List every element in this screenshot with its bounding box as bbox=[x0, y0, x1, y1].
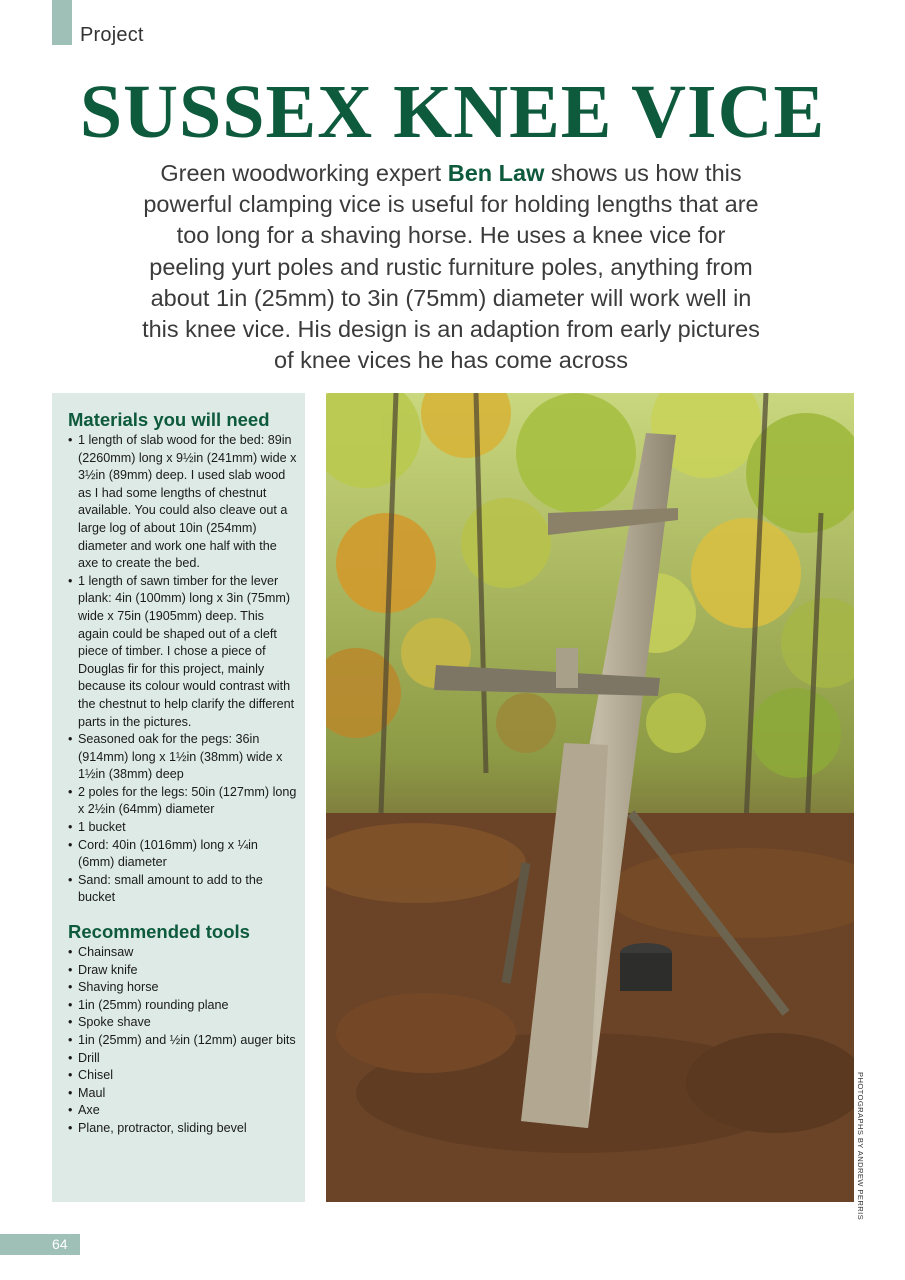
materials-heading: Materials you will need bbox=[68, 409, 270, 430]
materials-item: • Cord: 40in (1016mm) long x ¼in (6mm) diameter bbox=[68, 837, 297, 872]
author-name: Ben Law bbox=[447, 160, 545, 186]
materials-sidebar bbox=[52, 393, 305, 1202]
tools-item: • Draw knife bbox=[68, 962, 297, 980]
tools-item: • Spoke shave bbox=[68, 1014, 297, 1032]
page-number-tab bbox=[0, 1234, 80, 1255]
photo-credit bbox=[853, 1072, 867, 1221]
materials-list bbox=[68, 432, 297, 907]
tools-item: • Maul bbox=[68, 1085, 297, 1103]
materials-item: • 1 bucket bbox=[68, 819, 297, 837]
standfirst bbox=[140, 158, 762, 376]
article-title: SUSSEX KNEE VICE bbox=[79, 70, 826, 154]
woodland-scene bbox=[326, 393, 854, 1202]
tools-item: • 1in (25mm) and ½in (12mm) auger bits bbox=[68, 1032, 297, 1050]
materials-item: • 2 poles for the legs: 50in (127mm) long x 2½in (64mm) diameter bbox=[68, 784, 297, 819]
photo-credit-text: PHOTOGRAPHS BY ANDREW PERRIS bbox=[856, 1072, 865, 1221]
tools-heading: Recommended tools bbox=[68, 921, 250, 943]
standfirst-body: shows us how this powerful clamping vice is useful for holding lengths that are too long for a shaving horse. He uses a knee vice for peeling yurt poles and rustic furniture poles, anything from about 1in (25mm) to 3in (75mm) diameter will work well in this knee vice. His design is an adaption from early pictures of knee vices he has come across bbox=[142, 160, 760, 374]
section-marker-bar bbox=[52, 0, 72, 45]
standfirst-lead: Green woodworking expert bbox=[160, 160, 448, 186]
tools-item: • 1in (25mm) rounding plane bbox=[68, 997, 297, 1015]
tools-item: • Chainsaw bbox=[68, 944, 297, 962]
materials-item: • Sand: small amount to add to the bucket bbox=[68, 872, 297, 907]
knee-vice-photo bbox=[326, 393, 854, 1202]
materials-item: • 1 length of slab wood for the bed: 89in (2260mm) long x 9½in (241mm) wide x 3½in (89mm) deep. I used slab wood as I had some lengths of chestnut available. You could also cleave out a large log of about 10in (254mm) diameter and work one half with the axe to create the bed. bbox=[68, 432, 297, 573]
tools-item: • Axe bbox=[68, 1102, 297, 1120]
page-number: 64 bbox=[52, 1236, 68, 1252]
tools-list bbox=[68, 944, 297, 1138]
tools-item: • Drill bbox=[68, 1050, 297, 1068]
materials-item: • 1 length of sawn timber for the lever plank: 4in (100mm) long x 3in (75mm) wide x 75in (1905mm) deep. This again could be shaped out of a cleft piece of timber. I chose a piece of Douglas fir for this project, mainly because its colour would contrast with the chestnut to help clarify the different parts in the pictures. bbox=[68, 573, 297, 731]
tools-item: • Shaving horse bbox=[68, 979, 297, 997]
tools-item: • Plane, protractor, sliding bevel bbox=[68, 1120, 297, 1138]
section-label: Project bbox=[80, 24, 144, 46]
tools-item: • Chisel bbox=[68, 1067, 297, 1085]
materials-item: • Seasoned oak for the pegs: 36in (914mm) long x 1½in (38mm) wide x 1½in (38mm) deep bbox=[68, 731, 297, 784]
